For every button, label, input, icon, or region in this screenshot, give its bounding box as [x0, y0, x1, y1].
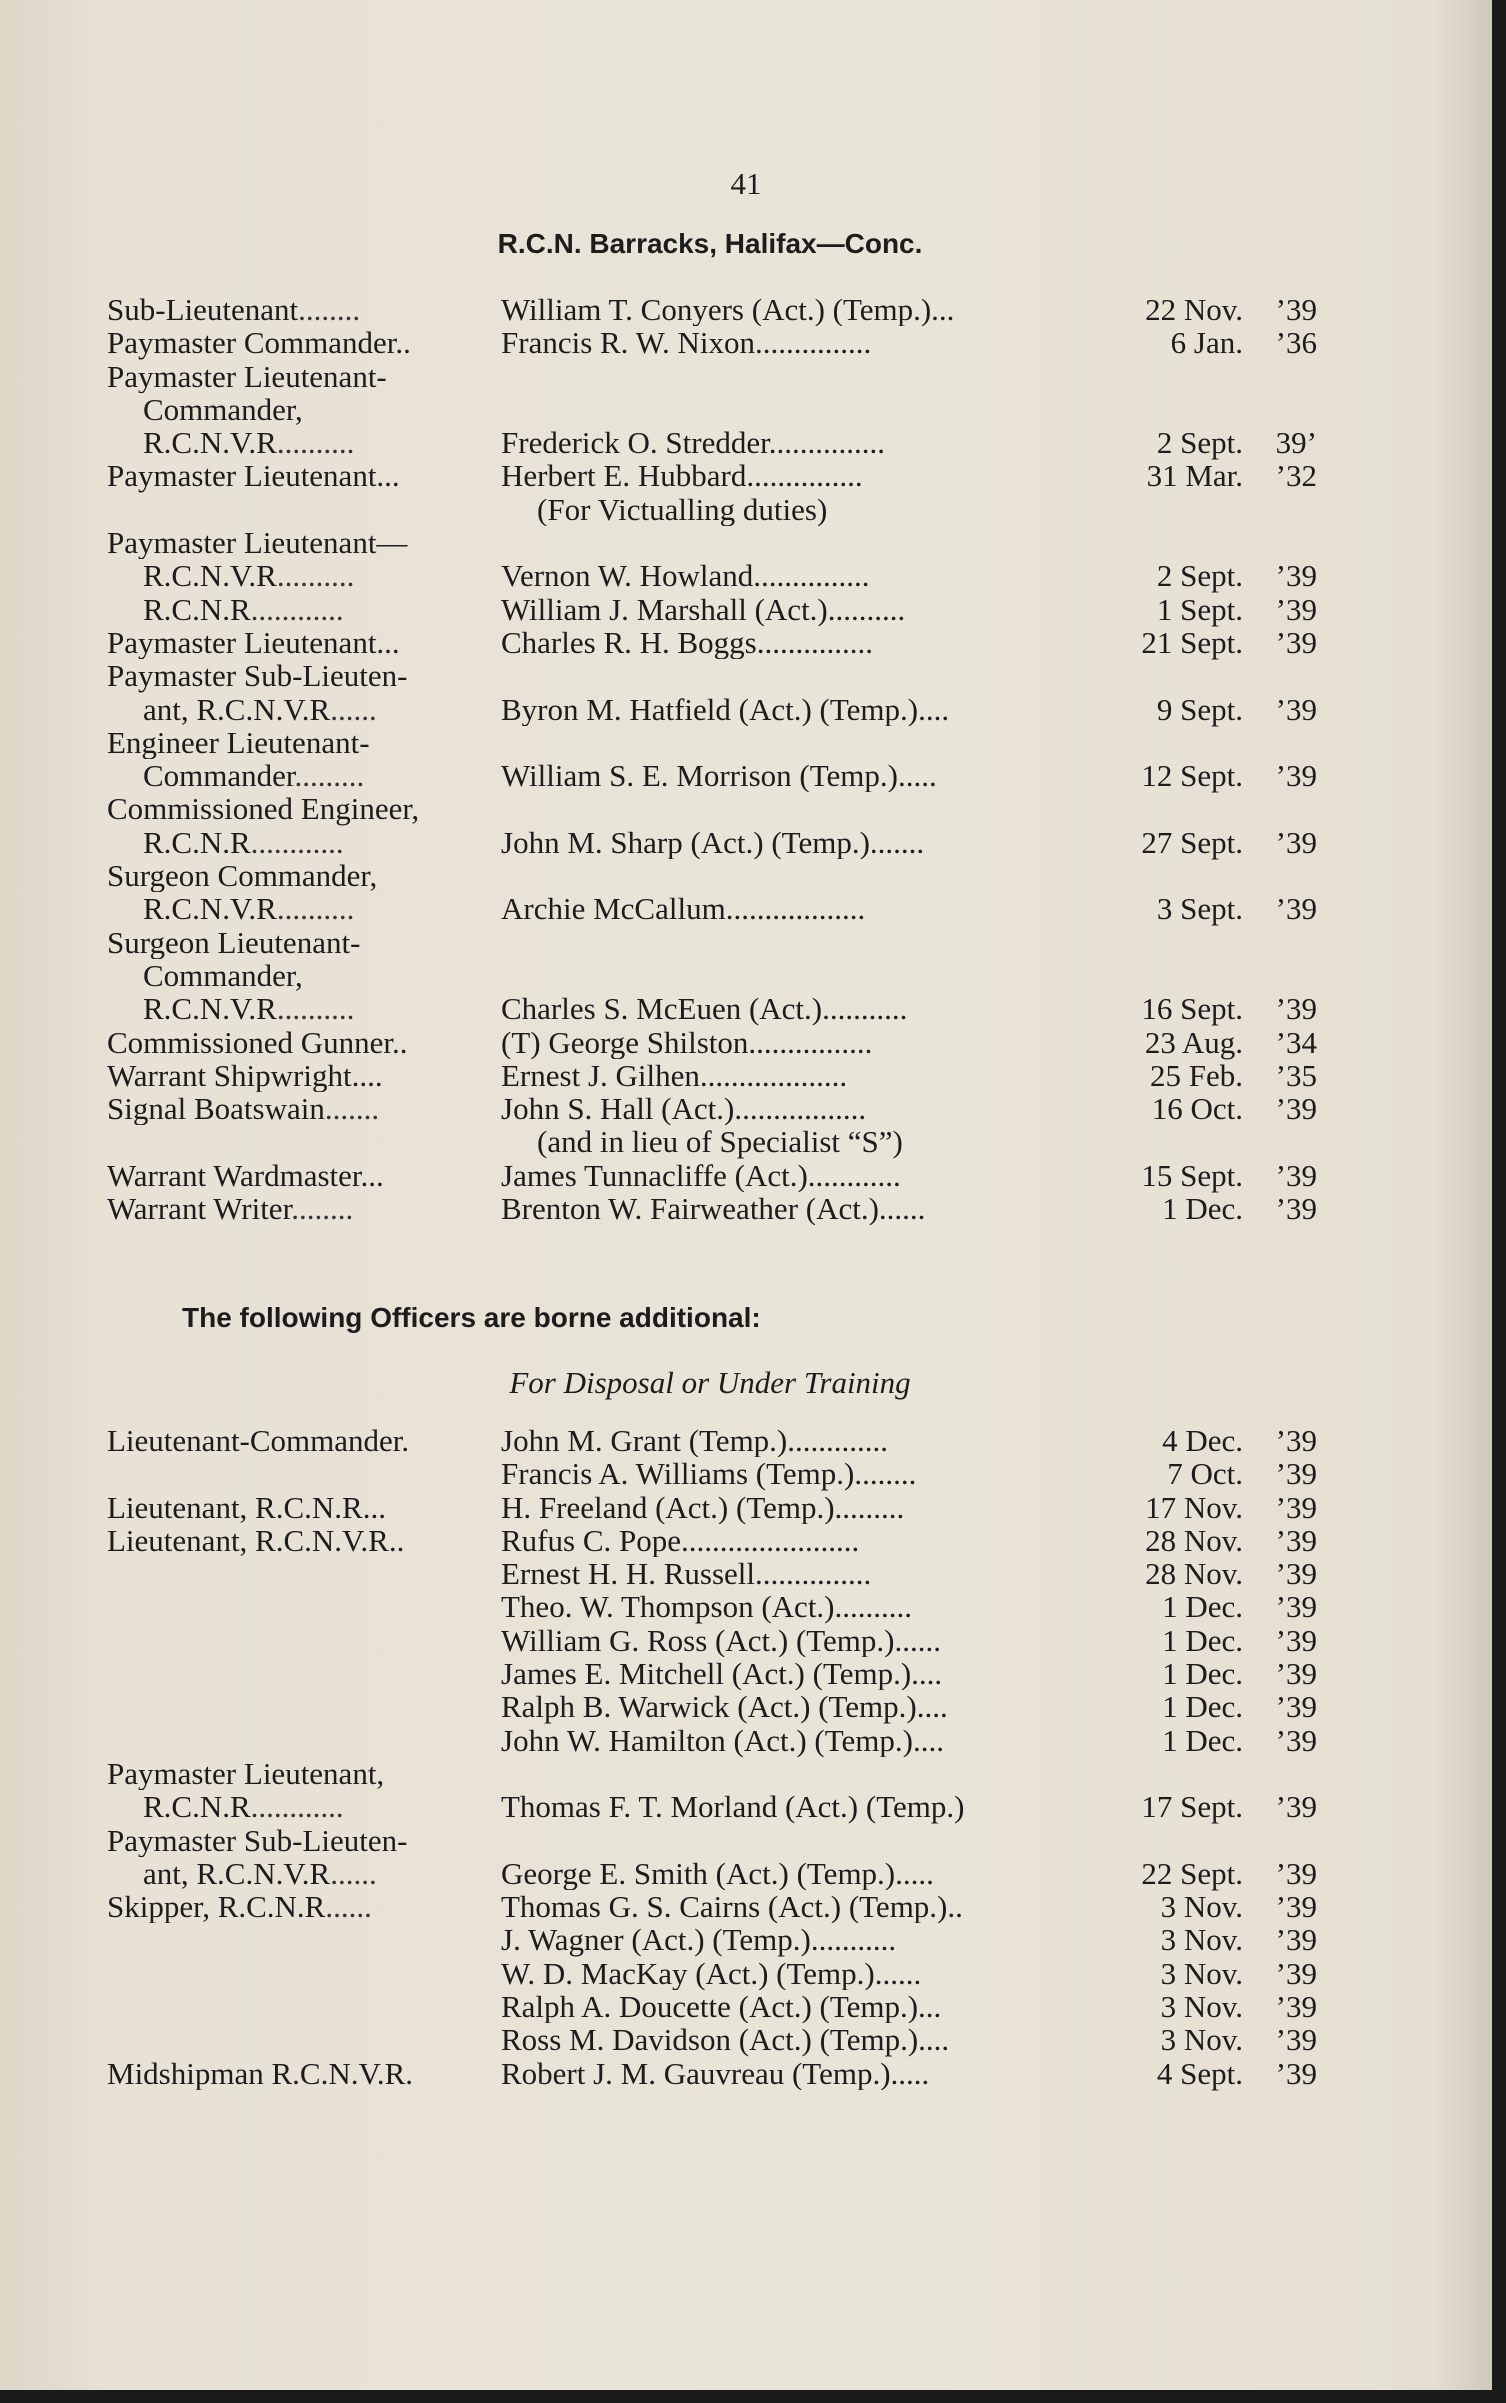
officer-rank: [107, 759, 501, 792]
officer-rank: [107, 726, 501, 759]
rank-leader: ......: [330, 1856, 377, 1891]
date-day-month: 2 Sept.: [1156, 425, 1243, 461]
officer-name: John M. Grant (Temp.).............: [501, 1424, 889, 1458]
rank-text: ant, R.C.N.V.R: [143, 692, 331, 726]
date-year: ’39: [1275, 2022, 1317, 2058]
date-year: ’34: [1275, 1024, 1317, 1060]
officer-rank: [107, 426, 501, 459]
officer-rank: [107, 1092, 501, 1125]
officer-name: Francis R. W. Nixon...............: [501, 326, 872, 360]
rank-leader: ..........: [276, 559, 355, 593]
officer-row: [107, 559, 1317, 592]
appointment-date: [1101, 1624, 1317, 1657]
date-day-month: 23 Aug.: [1144, 1024, 1243, 1060]
officer-row: [107, 726, 1317, 759]
appointment-date: [1101, 1059, 1317, 1092]
officer-name: Byron M. Hatfield (Act.) (Temp.)....: [501, 692, 950, 726]
date-year: ’39: [1275, 1191, 1317, 1227]
date-day-month: 25 Feb.: [1150, 1057, 1243, 1093]
officer-name: H. Freeland (Act.) (Temp.).........: [501, 1490, 905, 1524]
officer-rank: [107, 1757, 501, 1790]
officer-row: [107, 2023, 1317, 2056]
date-day-month: 1 Dec.: [1162, 1622, 1243, 1658]
officer-row: [107, 1990, 1317, 2023]
rank-leader: ............: [250, 1790, 344, 1824]
date-year: 39’: [1275, 425, 1317, 461]
officer-row: [107, 1125, 1317, 1158]
date-day-month: 4 Sept.: [1156, 2055, 1243, 2091]
date-year: ’39: [1275, 1522, 1317, 1558]
date-day-month: 21 Sept.: [1141, 624, 1243, 660]
officer-row: [107, 1424, 1317, 1457]
officer-rank: [107, 326, 501, 359]
officer-row: [107, 1092, 1317, 1125]
rank-text: Commander,: [143, 392, 303, 427]
officer-name: Herbert E. Hubbard...............: [501, 459, 863, 493]
appointment-date: [1101, 1957, 1317, 1990]
date-year: ’39: [1275, 1789, 1317, 1825]
appointment-date: [1101, 2023, 1317, 2056]
officer-name: Rufus C. Pope.......................: [501, 1523, 860, 1558]
date-day-month: 1 Dec.: [1162, 1589, 1243, 1625]
officer-rank: [107, 526, 501, 559]
rank-text: Paymaster Lieutenant—: [107, 526, 408, 560]
officer-row: [107, 2057, 1317, 2090]
officer-rank: [107, 1890, 501, 1923]
date-day-month: 7 Oct.: [1167, 1456, 1243, 1492]
page-number: 41: [730, 166, 762, 201]
rank-leader: ........: [298, 293, 361, 327]
rank-text: Surgeon Lieutenant-: [107, 925, 361, 959]
date-day-month: 31 Mar.: [1146, 458, 1243, 494]
officer-rank: [107, 459, 501, 492]
officer-name: Theo. W. Thompson (Act.)..........: [501, 1590, 913, 1624]
officer-name: John W. Hamilton (Act.) (Temp.)....: [501, 1723, 944, 1757]
date-year: ’35: [1275, 1057, 1317, 1093]
officer-name: Charles S. McEuen (Act.)...........: [501, 992, 908, 1026]
officer-row: [107, 659, 1317, 692]
rank-text: Commissioned Gunner..: [107, 1025, 408, 1059]
officer-name: John M. Sharp (Act.) (Temp.).......: [501, 825, 925, 860]
officer-rank: [107, 926, 501, 959]
appointment-date: [1101, 1026, 1317, 1059]
rank-text: ant, R.C.N.V.R: [143, 1856, 331, 1891]
officer-rank: [107, 593, 501, 626]
date-day-month: 3 Nov.: [1160, 1989, 1243, 2025]
officer-name: Ernest J. Gilhen...................: [501, 1058, 848, 1093]
officer-rank: [107, 992, 501, 1025]
officer-name: Brenton W. Fairweather (Act.)......: [501, 1192, 926, 1226]
appointment-date: [1101, 1159, 1317, 1192]
rank-leader: ......: [325, 1890, 372, 1924]
date-year: ’39: [1275, 1922, 1317, 1958]
officer-name: Charles R. H. Boggs...............: [501, 625, 873, 660]
rank-text: Commander: [143, 759, 295, 793]
rank-leader: .........: [294, 759, 365, 793]
rank-text: Engineer Lieutenant-: [107, 725, 370, 760]
date-year: ’39: [1275, 292, 1317, 327]
date-year: ’39: [1275, 591, 1317, 627]
officer-row: [107, 1491, 1317, 1524]
date-year: ’39: [1275, 991, 1317, 1027]
rank-leader: .......: [324, 1092, 380, 1126]
appointment-date: [1101, 426, 1317, 459]
officer-rank: [107, 659, 501, 692]
rank-text: Skipper, R.C.N.R: [107, 1890, 326, 1924]
officer-row: [107, 859, 1317, 892]
date-year: ’39: [1275, 1091, 1317, 1127]
officer-rank: [107, 1026, 501, 1059]
officer-rank: [107, 1424, 501, 1457]
date-day-month: 3 Nov.: [1160, 1922, 1243, 1958]
rank-leader: ..........: [276, 426, 355, 460]
appointment-date: [1101, 1092, 1317, 1125]
officer-row: [107, 1890, 1317, 1923]
appointment-date: [1101, 1557, 1317, 1590]
appointment-date: [1101, 1724, 1317, 1757]
officer-name: Vernon W. Howland...............: [501, 559, 870, 593]
date-day-month: 27 Sept.: [1141, 824, 1243, 860]
officer-row: [107, 759, 1317, 792]
officer-list: [107, 293, 1317, 1225]
rank-text: R.C.N.R: [143, 825, 251, 860]
appointment-date: [1101, 2057, 1317, 2090]
appointment-date: [1101, 293, 1317, 326]
officer-row: [107, 1557, 1317, 1590]
date-day-month: 1 Dec.: [1162, 1656, 1243, 1692]
appointment-date: [1101, 1590, 1317, 1623]
officer-row: [107, 1923, 1317, 1956]
appointment-date: [1101, 1857, 1317, 1890]
officer-name: James E. Mitchell (Act.) (Temp.)....: [501, 1657, 943, 1691]
officer-note: (and in lieu of Specialist “S”): [537, 1125, 903, 1159]
officer-row: [107, 360, 1317, 393]
officer-row: [107, 1192, 1317, 1225]
officer-row: [107, 593, 1317, 626]
date-year: ’32: [1275, 458, 1317, 494]
officer-row: [107, 393, 1317, 426]
date-day-month: 6 Jan.: [1170, 325, 1243, 361]
date-year: ’36: [1275, 325, 1317, 361]
officer-row: [107, 326, 1317, 359]
date-day-month: 12 Sept.: [1141, 758, 1243, 794]
officer-rank: [107, 2057, 501, 2090]
officer-row: [107, 926, 1317, 959]
appointment-date: [1101, 1424, 1317, 1457]
appointment-date: [1101, 892, 1317, 925]
officer-name: Ralph B. Warwick (Act.) (Temp.)....: [501, 1690, 948, 1724]
officer-name: Thomas G. S. Cairns (Act.) (Temp.)..: [501, 1890, 963, 1924]
date-day-month: 17 Nov.: [1145, 1489, 1243, 1525]
rank-text: Commander,: [143, 958, 303, 993]
officer-row: [107, 1724, 1317, 1757]
officer-rank: [107, 1192, 501, 1225]
officer-row: [107, 1159, 1317, 1192]
rank-text: Paymaster Lieutenant-: [107, 359, 387, 393]
additional-heading: The following Officers are borne additional:: [182, 1302, 761, 1333]
officer-row: [107, 693, 1317, 726]
rank-leader: ......: [330, 692, 377, 726]
rank-text: Surgeon Commander,: [107, 859, 378, 893]
date-year: ’39: [1275, 1989, 1317, 2025]
date-year: ’39: [1275, 1556, 1317, 1592]
section-title: R.C.N. Barracks, Halifax—Conc.: [497, 228, 923, 259]
officer-name: William T. Conyers (Act.) (Temp.)...: [501, 293, 955, 327]
appointment-date: [1101, 1524, 1317, 1557]
appointment-date: [1101, 626, 1317, 659]
date-year: ’39: [1275, 2055, 1317, 2091]
date-day-month: 17 Sept.: [1141, 1789, 1243, 1825]
officer-rank: [107, 1491, 501, 1524]
officer-row: [107, 1857, 1317, 1890]
appointment-date: [1101, 826, 1317, 859]
appointment-date: [1101, 1790, 1317, 1823]
date-day-month: 9 Sept.: [1156, 691, 1243, 727]
rank-leader: ............: [250, 825, 344, 860]
officer-row: [107, 892, 1317, 925]
date-day-month: 4 Dec.: [1162, 1423, 1243, 1458]
officer-row: [107, 1590, 1317, 1623]
officer-row: [107, 1524, 1317, 1557]
appointment-date: [1101, 459, 1317, 492]
date-year: ’39: [1275, 1889, 1317, 1925]
date-day-month: 28 Nov.: [1145, 1556, 1243, 1592]
officer-row: [107, 1457, 1317, 1490]
appointment-date: [1101, 1990, 1317, 2023]
officer-row: [107, 1824, 1317, 1857]
date-day-month: 16 Oct.: [1151, 1091, 1243, 1127]
officer-name: William S. E. Morrison (Temp.).....: [501, 759, 937, 793]
officer-name: Ernest H. H. Russell...............: [501, 1557, 872, 1591]
date-day-month: 3 Nov.: [1160, 2022, 1243, 2058]
rank-text: Commissioned Engineer,: [107, 792, 420, 826]
officer-note: (For Victualling duties): [537, 492, 828, 527]
rank-leader: ............: [250, 592, 344, 626]
officer-rank: [107, 1790, 501, 1823]
rank-text: R.C.N.R: [143, 1790, 251, 1824]
rank-text: R.C.N.V.R: [143, 559, 277, 593]
rank-text: Lieutenant, R.C.N.R...: [107, 1490, 386, 1524]
date-year: ’39: [1275, 1423, 1317, 1458]
officer-name: Ralph A. Doucette (Act.) (Temp.)...: [501, 1990, 942, 2024]
date-year: ’39: [1275, 1456, 1317, 1492]
officer-name: George E. Smith (Act.) (Temp.).....: [501, 1856, 934, 1891]
officer-row: [107, 959, 1317, 992]
rank-text: Paymaster Lieutenant...: [107, 625, 400, 660]
rank-text: Paymaster Lieutenant...: [107, 459, 400, 493]
officer-row: [107, 792, 1317, 825]
rank-text: Lieutenant-Commander.: [107, 1424, 410, 1458]
rank-text: R.C.N.V.R: [143, 992, 277, 1026]
officer-rank: [107, 626, 501, 659]
rank-text: Warrant Shipwright....: [107, 1058, 383, 1093]
date-day-month: 1 Dec.: [1162, 1191, 1243, 1227]
rank-leader: ........: [291, 1192, 354, 1226]
officer-name: J. Wagner (Act.) (Temp.)...........: [501, 1923, 897, 1957]
date-year: ’39: [1275, 1955, 1317, 1991]
date-year: ’39: [1275, 1622, 1317, 1658]
officer-row: [107, 293, 1317, 326]
rank-text: Sub-Lieutenant: [107, 293, 299, 327]
appointment-date: [1101, 992, 1317, 1025]
date-year: ’39: [1275, 624, 1317, 660]
rank-text: Paymaster Sub-Lieuten-: [107, 659, 408, 693]
rank-leader: ..........: [276, 992, 355, 1026]
rank-text: Paymaster Lieutenant,: [107, 1756, 385, 1791]
officer-name: William J. Marshall (Act.)..........: [501, 592, 906, 626]
date-day-month: 16 Sept.: [1141, 991, 1243, 1027]
officer-rank: [107, 859, 501, 892]
date-year: ’39: [1275, 1722, 1317, 1758]
date-day-month: 3 Nov.: [1160, 1889, 1243, 1925]
officer-rank: [107, 826, 501, 859]
officer-rank: [107, 293, 501, 326]
officer-name: Francis A. Williams (Temp.)........: [501, 1457, 917, 1491]
date-day-month: 28 Nov.: [1145, 1522, 1243, 1558]
officer-row: [107, 1624, 1317, 1657]
rank-leader: ..........: [276, 892, 355, 926]
officer-row: [107, 1026, 1317, 1059]
date-year: ’39: [1275, 1157, 1317, 1193]
date-day-month: 3 Sept.: [1156, 891, 1243, 927]
rank-text: Paymaster Sub-Lieuten-: [107, 1823, 408, 1857]
additional-officer-list: [107, 1424, 1317, 2090]
date-year: ’39: [1275, 891, 1317, 927]
rank-text: Lieutenant, R.C.N.V.R..: [107, 1523, 405, 1558]
officer-row: [107, 1657, 1317, 1690]
date-year: ’39: [1275, 1656, 1317, 1692]
date-day-month: 22 Nov.: [1145, 292, 1243, 327]
appointment-date: [1101, 593, 1317, 626]
officer-name: (T) George Shilston................: [501, 1025, 873, 1059]
rank-text: Paymaster Commander..: [107, 326, 411, 360]
officer-rank: [107, 1857, 501, 1890]
additional-subheading: For Disposal or Under Training: [509, 1365, 911, 1400]
appointment-date: [1101, 1923, 1317, 1956]
officer-row: [107, 526, 1317, 559]
appointment-date: [1101, 1890, 1317, 1923]
date-day-month: 15 Sept.: [1141, 1157, 1243, 1193]
officer-name: Frederick O. Stredder...............: [501, 426, 885, 460]
officer-name: Archie McCallum..................: [501, 892, 866, 926]
officer-row: [107, 1757, 1317, 1790]
officer-rank: [107, 559, 501, 592]
date-year: ’39: [1275, 758, 1317, 794]
officer-rank: [107, 360, 501, 393]
officer-row: [107, 992, 1317, 1025]
appointment-date: [1101, 559, 1317, 592]
officer-name: James Tunnacliffe (Act.)............: [501, 1158, 901, 1193]
date-year: ’39: [1275, 1689, 1317, 1725]
date-year: ’39: [1275, 691, 1317, 727]
officer-row: [107, 626, 1317, 659]
appointment-date: [1101, 1657, 1317, 1690]
date-year: ’39: [1275, 1589, 1317, 1625]
officer-name: John S. Hall (Act.).................: [501, 1092, 867, 1126]
officer-rank: [107, 1059, 501, 1092]
officer-name: William G. Ross (Act.) (Temp.)......: [501, 1623, 941, 1658]
date-year: ’39: [1275, 1489, 1317, 1525]
officer-rank: [107, 959, 501, 992]
appointment-date: [1101, 326, 1317, 359]
date-year: ’39: [1275, 1855, 1317, 1891]
officer-rank: [107, 792, 501, 825]
officer-rank: [107, 1824, 501, 1857]
rank-text: Warrant Wardmaster...: [107, 1158, 384, 1193]
date-year: ’39: [1275, 824, 1317, 860]
officer-row: [107, 493, 1317, 526]
date-day-month: 2 Sept.: [1156, 558, 1243, 594]
officer-rank: [107, 1159, 501, 1192]
officer-rank: [107, 892, 501, 925]
rank-text: R.C.N.V.R: [143, 892, 277, 926]
appointment-date: [1101, 759, 1317, 792]
officer-row: [107, 1059, 1317, 1092]
officer-name: Thomas F. T. Morland (Act.) (Temp.): [501, 1790, 965, 1824]
rank-text: Warrant Writer: [107, 1192, 292, 1226]
officer-row: [107, 1790, 1317, 1823]
officer-row: [107, 459, 1317, 492]
rank-text: Midshipman R.C.N.V.R.: [107, 2056, 414, 2090]
officer-rank: [107, 393, 501, 426]
officer-row: [107, 826, 1317, 859]
date-day-month: 3 Nov.: [1160, 1955, 1243, 1991]
date-day-month: 1 Dec.: [1162, 1722, 1243, 1758]
officer-name: W. D. MacKay (Act.) (Temp.)......: [501, 1956, 922, 1991]
officer-row: [107, 426, 1317, 459]
appointment-date: [1101, 1457, 1317, 1490]
appointment-date: [1101, 1192, 1317, 1225]
date-day-month: 1 Sept.: [1156, 591, 1243, 627]
date-day-month: 1 Dec.: [1162, 1689, 1243, 1725]
date-day-month: 22 Sept.: [1141, 1855, 1243, 1891]
rank-text: R.C.N.R: [143, 592, 251, 626]
rank-text: Signal Boatswain: [107, 1092, 325, 1126]
officer-rank: [107, 1524, 501, 1557]
officer-row: [107, 1957, 1317, 1990]
officer-row: [107, 1690, 1317, 1723]
appointment-date: [1101, 1690, 1317, 1723]
date-year: ’39: [1275, 558, 1317, 594]
officer-name: Robert J. M. Gauvreau (Temp.).....: [501, 2056, 930, 2090]
rank-text: R.C.N.V.R: [143, 426, 277, 460]
appointment-date: [1101, 1491, 1317, 1524]
officer-name: Ross M. Davidson (Act.) (Temp.)....: [501, 2023, 950, 2057]
officer-rank: [107, 693, 501, 726]
appointment-date: [1101, 693, 1317, 726]
